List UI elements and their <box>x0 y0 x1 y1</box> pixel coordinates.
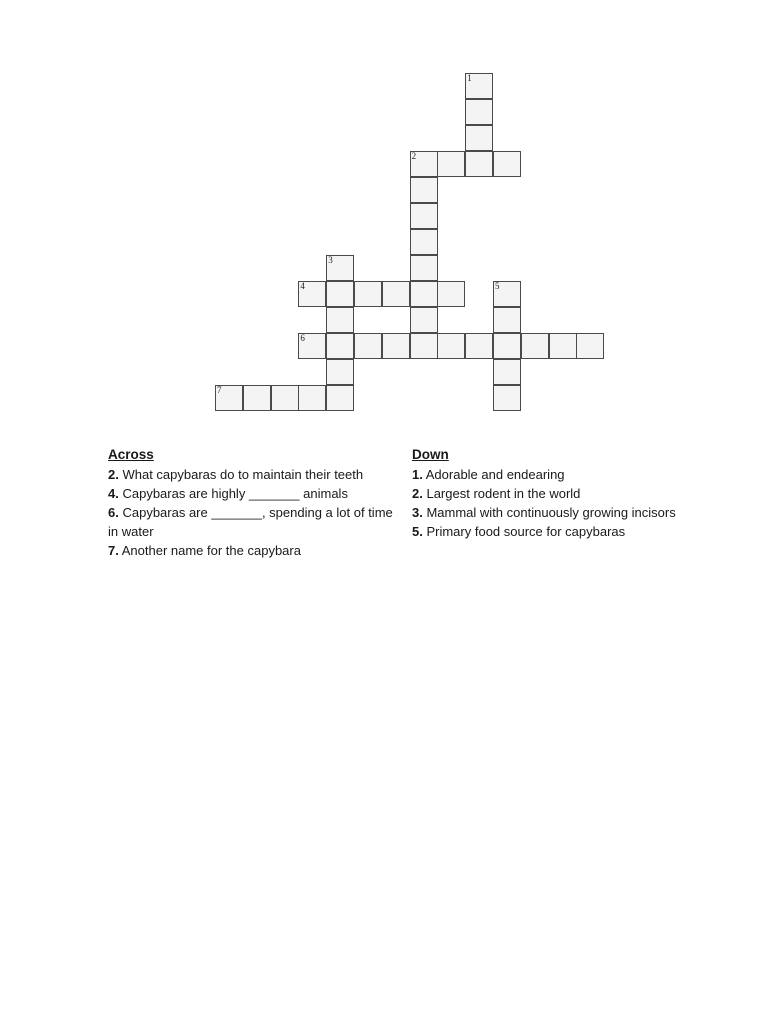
crossword-cell[interactable] <box>410 203 438 229</box>
crossword-cell[interactable] <box>326 385 354 411</box>
crossword-cell[interactable] <box>326 359 354 385</box>
crossword-cell[interactable] <box>465 151 493 177</box>
crossword-cell[interactable] <box>437 151 465 177</box>
crossword-cell[interactable] <box>326 281 354 307</box>
across-clue <box>108 484 404 503</box>
clue-text: What capybaras do to maintain their teeth <box>122 467 364 482</box>
crossword-cell[interactable] <box>382 333 410 359</box>
clue-number: 1. <box>412 467 423 482</box>
clue-number-label: 2 <box>411 151 417 161</box>
crossword-cell[interactable] <box>493 307 521 333</box>
crossword-cell[interactable] <box>493 151 521 177</box>
crossword-cell[interactable] <box>410 229 438 255</box>
crossword-cell[interactable] <box>576 333 604 359</box>
clue-number: 2. <box>108 467 119 482</box>
crossword-cell[interactable] <box>493 333 521 359</box>
clue-number-label: 6 <box>300 333 305 343</box>
crossword-cell[interactable] <box>410 281 438 307</box>
down-clue <box>412 465 712 484</box>
crossword-cell[interactable] <box>549 333 577 359</box>
clue-number: 4. <box>108 486 119 501</box>
down-clue <box>412 484 712 503</box>
clue-text: Capybaras are _______, spending a lot of time in water <box>108 505 393 539</box>
crossword-cell[interactable] <box>298 333 326 359</box>
clue-number-label: 5 <box>495 281 500 291</box>
clue-text: Another name for the capybara <box>121 543 301 558</box>
down-clue <box>412 503 712 522</box>
clue-number: 5. <box>412 524 423 539</box>
across-clue <box>108 465 404 484</box>
clue-text: Primary food source for capybaras <box>426 524 626 539</box>
crossword-cell[interactable] <box>493 281 521 307</box>
clue-text: Largest rodent in the world <box>426 486 581 501</box>
crossword-cell[interactable] <box>465 125 493 151</box>
across-heading: Across <box>108 447 154 462</box>
crossword-cell[interactable] <box>271 385 299 411</box>
crossword-cell[interactable] <box>298 281 326 307</box>
crossword-cell[interactable] <box>326 307 354 333</box>
crossword-cell[interactable] <box>465 333 493 359</box>
crossword-cell[interactable] <box>215 385 243 411</box>
crossword-cell[interactable] <box>326 255 354 281</box>
crossword-cell[interactable] <box>410 333 438 359</box>
clue-number: 3. <box>412 505 423 520</box>
clue-number-label: 4 <box>300 281 305 291</box>
down-clues <box>412 446 712 541</box>
crossword-grid <box>0 0 768 420</box>
clue-text: Mammal with continuously growing incisors <box>426 505 676 520</box>
clue-text: Adorable and endearing <box>425 467 565 482</box>
crossword-cell[interactable] <box>437 281 465 307</box>
crossword-cell[interactable] <box>382 281 410 307</box>
down-heading: Down <box>412 447 449 462</box>
crossword-cell[interactable] <box>410 255 438 281</box>
across-clue <box>108 503 404 541</box>
down-clue <box>412 522 712 541</box>
crossword-cell[interactable] <box>493 359 521 385</box>
crossword-cell[interactable] <box>437 333 465 359</box>
crossword-cell[interactable] <box>298 385 326 411</box>
clue-number-label: 3 <box>328 255 333 265</box>
crossword-cell[interactable] <box>354 333 382 359</box>
across-clue <box>108 541 404 560</box>
crossword-cell[interactable] <box>354 281 382 307</box>
crossword-cell[interactable] <box>521 333 549 359</box>
crossword-cell[interactable] <box>493 385 521 411</box>
clue-number: 6. <box>108 505 119 520</box>
crossword-cell[interactable] <box>243 385 271 411</box>
clue-number: 2. <box>412 486 423 501</box>
clue-number-label: 7 <box>217 385 222 395</box>
clue-text: Capybaras are highly _______ animals <box>122 486 348 501</box>
clue-number: 7. <box>108 543 119 558</box>
crossword-cell[interactable] <box>326 333 354 359</box>
crossword-cell[interactable] <box>410 307 438 333</box>
crossword-cell[interactable] <box>410 177 438 203</box>
crossword-cell[interactable] <box>465 73 493 99</box>
crossword-cell[interactable] <box>410 151 438 177</box>
clue-number-label: 1 <box>467 73 472 83</box>
crossword-cell[interactable] <box>465 99 493 125</box>
across-clues <box>108 446 404 560</box>
